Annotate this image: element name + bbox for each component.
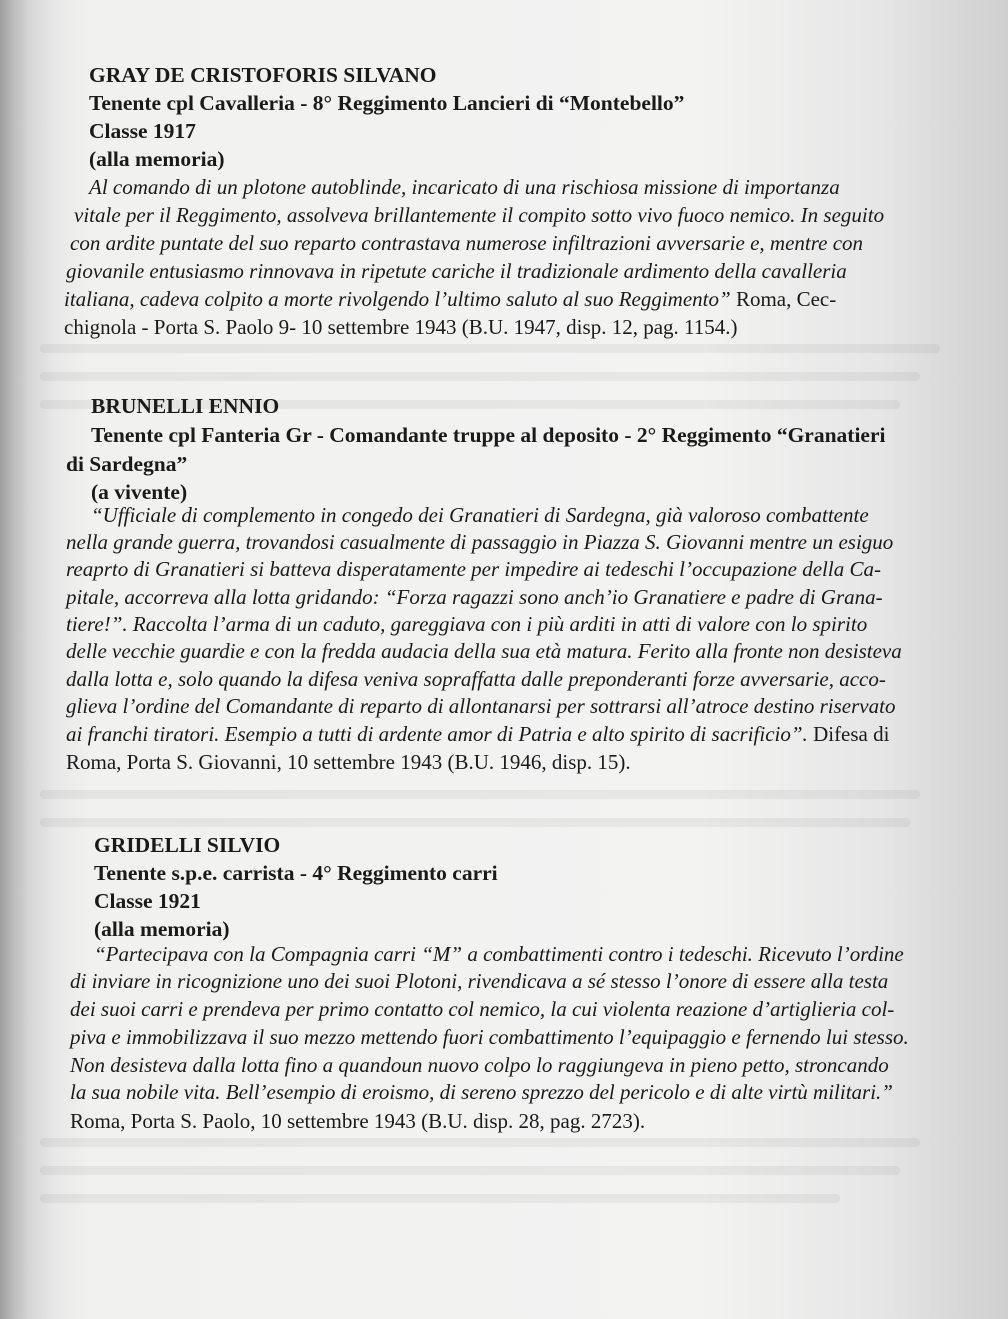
citation-text: ai franchi tiratori. Esempio a tutti di ardente amor di Patria e alto spirito di sacrificio”. [66,722,808,746]
entry-rank: Tenente cpl Cavalleria - 8° Reggimento Lancieri di “Montebello” [89,91,685,115]
entry-rank: Tenente cpl Fanteria Gr - Comandante truppe al deposito - 2° Reggimento “Granatieri [91,423,886,447]
citation-line: delle vecchie guardie e con la fredda audacia della sua età matura. Ferito alla fronte non desisteva [66,639,902,663]
entry-status: (alla memoria) [94,917,230,941]
citation-line: reaprto di Granatieri si batteva disperatamente per impedire ai tedeschi l’occupazione della Ca- [66,557,881,581]
citation-line: glieva l’ordine del Comandante di reparto di allontanarsi per sottrarsi all’atroce destino riservato [66,694,896,718]
citation-line: piva e immobilizzava il suo mezzo mettendo fuori combattimento l’equipaggio e fernendo lui stesso. [70,1025,909,1049]
citation-line: pitale, accorreva alla lotta gridando: “Forza ragazzi sono anch’io Granatiere e padre di Grana- [66,585,883,609]
citation-place: Roma, Porta S. Paolo, 10 settembre 1943 (B.U. disp. 28, pag. 2723). [70,1109,646,1133]
entry-name: BRUNELLI ENNIO [91,394,280,418]
citation-line: Al comando di un plotone autoblinde, incaricato di una rischiosa missione di importanza [89,175,840,199]
entry-class: Classe 1921 [94,889,201,913]
entry-status: (alla memoria) [89,147,225,171]
entry-class: Classe 1917 [89,119,196,143]
citation-line: Non desisteva dalla lotta fino a quandoun nuovo colpo lo raggiungeva in pieno petto, stroncando [70,1053,889,1077]
citation-line: con ardite puntate del suo reparto contrastava numerose infiltrazioni avversarie e, mentre con [70,231,864,255]
citation-line: giovanile entusiasmo rinnovava in ripetute cariche il tradizionale ardimento della cavalleria [66,259,847,283]
citation-line [64,286,836,313]
citation-line: di inviare in ricognizione uno dei suoi Plotoni, rivendicava a sé stesso l’onore di essere alla testa [70,969,889,993]
citation-line: “Ufficiale di complemento in congedo dei Granatieri di Sardegna, già valoroso combattente [91,503,869,527]
citation-line: la sua nobile vita. Bell’esempio di eroismo, di sereno sprezzo del pericolo e di alte virtù militari.” [70,1080,893,1104]
citation-line: dei suoi carri e prendeva per primo contatto col nemico, la cui violenta reazione d’artiglieria col- [70,997,895,1021]
citation-text: italiana, cadeva colpito a morte rivolgendo l’ultimo saluto al suo Reggimento” [64,287,731,311]
entry-status: (a vivente) [91,480,188,504]
citation-place: Roma, Cec- [735,287,837,311]
citation-line [66,721,889,748]
entry-rank: Tenente s.p.e. carrista - 4° Reggimento carri [94,861,498,885]
citation-place: Difesa di [813,722,890,746]
entry-rank: di Sardegna” [66,452,188,476]
citation-place: Roma, Porta S. Giovanni, 10 settembre 1943 (B.U. 1946, disp. 15). [66,750,631,774]
citation-place: chignola - Porta S. Paolo 9- 10 settembre 1943 (B.U. 1947, disp. 12, pag. 1154.) [64,315,738,339]
citation-line: tiere!”. Raccolta l’arma di un caduto, gareggiava con i più arditi in atti di valore con lo spirito [66,612,868,636]
entry-name: GRAY DE CRISTOFORIS SILVANO [89,63,437,87]
entry-name: GRIDELLI SILVIO [94,833,281,857]
citation-line: “Partecipava con la Compagnia carri “M” a combattimenti contro i tedeschi. Ricevuto l’ordine [94,942,904,966]
citation-line: nella grande guerra, trovandosi casualmente di passaggio in Piazza S. Giovanni mentre un esiguo [66,530,894,554]
citation-line: vitale per il Reggimento, assolveva brillantemente il compito sotto vivo fuoco nemico. In seguito [74,203,885,227]
citation-line: dalla lotta e, solo quando la difesa veniva sopraffatta dalle preponderanti forze avversarie, acco- [66,667,886,691]
